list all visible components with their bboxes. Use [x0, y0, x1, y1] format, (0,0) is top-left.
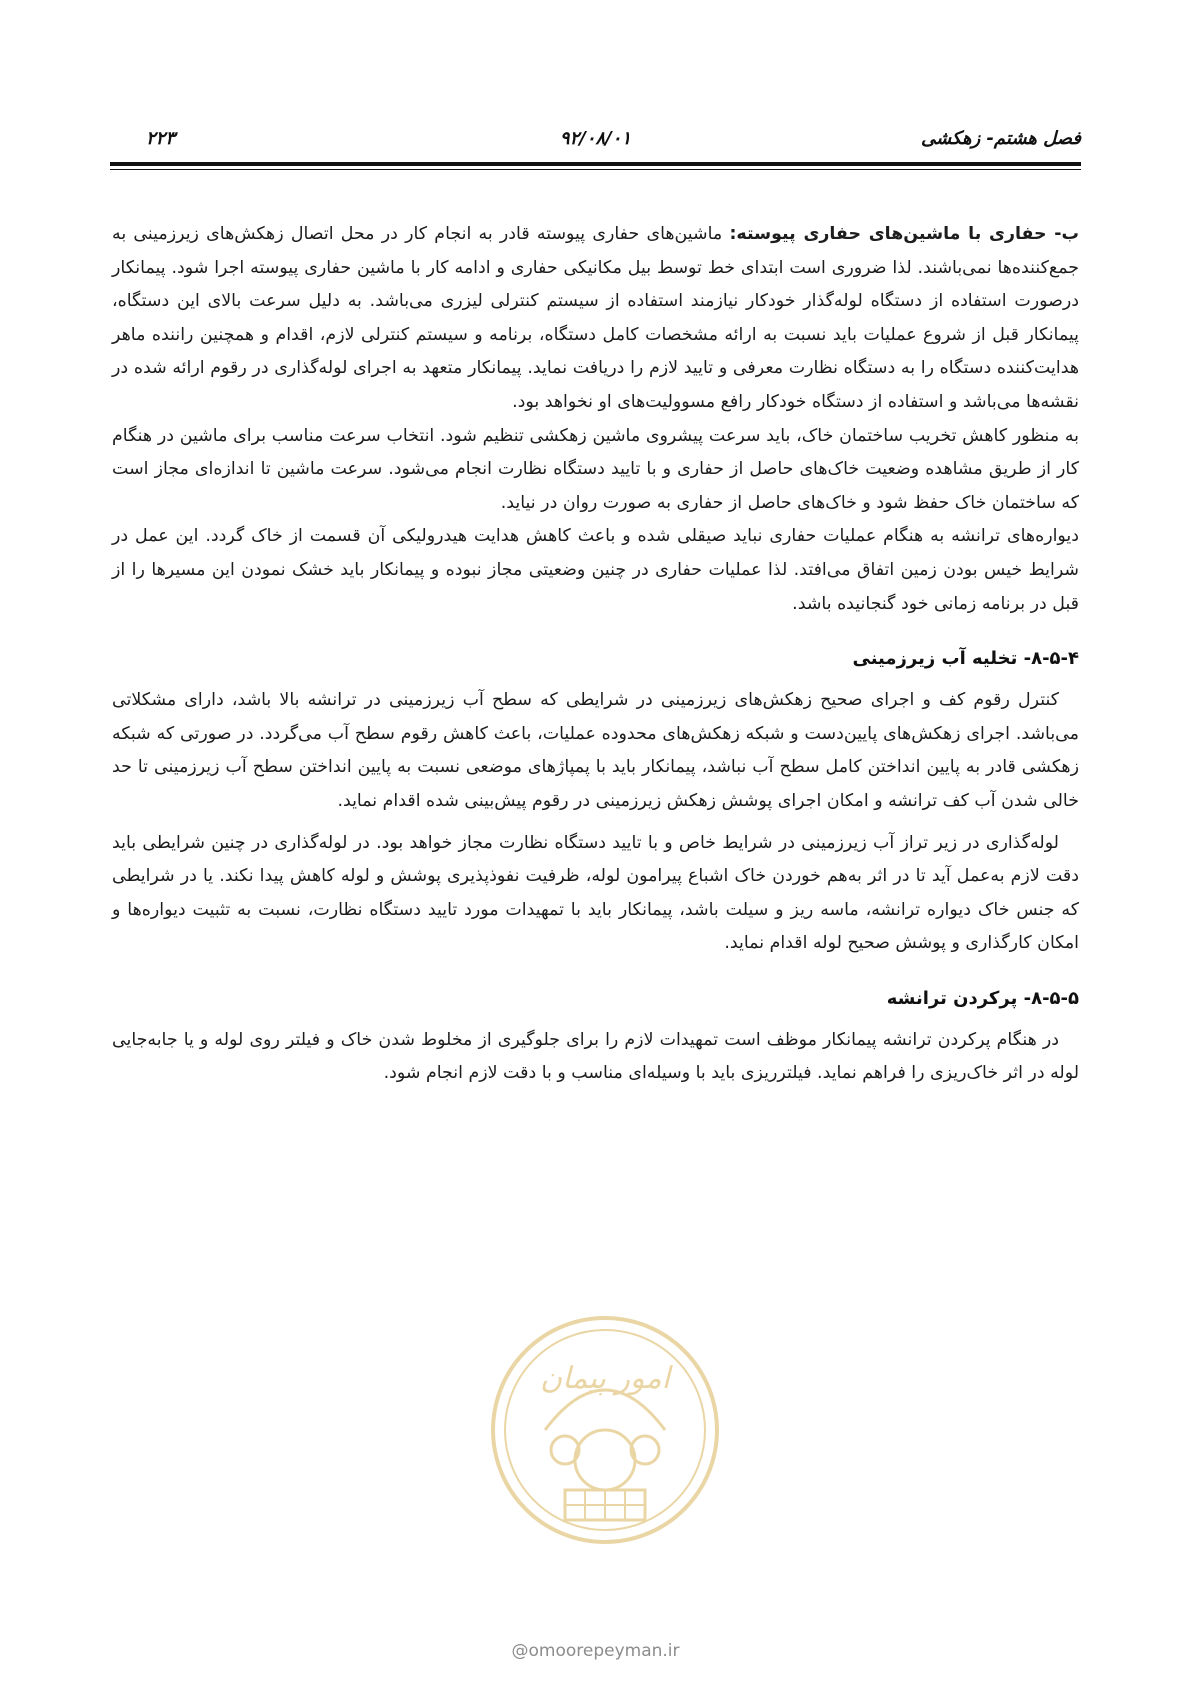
page-header	[110, 128, 1081, 158]
section-b-paragraph-3: دیواره‌های ترانشه به هنگام عملیات حفاری نباید صیقلی شده و باعث کاهش هدایت هیدرولیکی آن قسمت از خاک گردد. این عمل در شرایط خیس بودن زمین اتفاق می‌افتد. لذا عملیات حفاری در چنین وضعیتی مجاز نبوده و پیمانکار باید خشک نمودن این مسیرها را از قبل در برنامه زمانی خود گنجانیده باشد.	[112, 526, 1079, 614]
section-4-paragraph-1: کنترل رقوم کف و اجرای صحیح زهکش‌های زیرزمینی در شرایطی که سطح آب زیرزمینی در ترانشه بالا باشد، دارای مشکلاتی می‌باشد. اجرای زهکش‌های پایین‌دست و شبکه زهکش‌های محدوده عملیات، باعث کاهش رقوم سطح آب می‌گردد. در صورتی که شبکه زهکشی قادر به پایین انداختن کامل سطح آب نباشد، پیمانکار باید با پمپاژهای موضعی نسبت به پایین انداختن سطح آب زیرزمینی تا حد خالی شدن آب کف ترانشه و امکان اجرای پوشش زهکش زیرزمینی در رقوم پیش‌بینی شده اقدام نماید.	[112, 690, 1079, 811]
section-b-paragraph-2: به منظور کاهش تخریب ساختمان خاک، باید سرعت پیشروی ماشین زهکشی تنظیم شود. انتخاب سرعت مناسب برای ماشین در هنگام کار از طریق مشاهده وضعیت خاک‌های حاصل از حفاری و با تایید دستگاه نظارت انجام می‌شود. سرعت ماشین تا اندازه‌ای مجاز است که ساختمان خاک حفظ شود و خاک‌های حاصل از حفاری به صورت روان در نیاید.	[112, 425, 1079, 513]
watermark-seal-logo	[485, 1310, 725, 1550]
section-b-paragraph	[112, 218, 1079, 420]
header-rule-thin	[110, 169, 1081, 170]
watermark-logo-text: امور پیمان	[540, 1361, 670, 1396]
section-b-text: ماشین‌های حفاری پیوسته قادر به انجام کار در محل اتصال زهکش‌های زیرزمینی به جمع‌کننده‌ها نمی‌باشند. لذا ضروری است ابتدای خط توسط بیل مکانیکی حفاری و ادامه کار با ماشین حفاری پیوسته اجرا شود. پیمانکار درصورت استفاده از دستگاه لوله‌گذار خودکار نیازمند استفاده از سیستم کنترلی لیزری می‌باشد. به دلیل سرعت بالای این دستگاه، پیمانکار قبل از شروع عملیات باید نسبت به ارائه مشخصات کامل دستگاه، برنامه و سیستم کنترلی لازم، اقدام و همچنین راننده ماهر هدایت‌کننده دستگاه را به دستگاه نظارت معرفی و تایید لازم را دریافت نماید. پیمانکار متعهد به اجرای لوله‌گذاری در رقوم ارائه شده در نقشه‌ها می‌باشد و استفاده از دستگاه خودکار رافع مسوولیت‌های او نخواهد بود.	[112, 224, 1079, 412]
section-b-lead: ب- حفاری با ماشین‌های حفاری پیوسته:	[729, 224, 1079, 244]
section-heading-5: ۸-۵-۵- پرکردن ترانشه	[886, 987, 1079, 1009]
page-number: ۲۲۳	[146, 128, 176, 149]
header-rule-thick	[110, 162, 1081, 166]
section-5-paragraph-1: در هنگام پرکردن ترانشه پیمانکار موظف است تمهیدات لازم را برای جلوگیری از مخلوط شدن خاک و فیلتر روی لوله و یا جابه‌جایی لوله در اثر خاک‌ریزی را فراهم نماید. فیلترریزی باید با وسیله‌ای مناسب و با دقت لازم انجام شود.	[112, 1029, 1079, 1084]
chapter-title: فصل هشتم- زهکشی	[921, 128, 1081, 149]
watermark-url: @omoorepeyman.ir	[511, 1641, 680, 1661]
section-heading-4: ۸-۵-۴- تخلیه آب زیرزمینی	[852, 648, 1079, 670]
page-body	[112, 218, 1079, 1091]
header-date: ۹۲/۰۸/۰۱	[559, 128, 632, 149]
section-4-paragraph-2: لوله‌گذاری در زیر تراز آب زیرزمینی در شرایط خاص و با تایید دستگاه نظارت مجاز خواهد بود. در لوله‌گذاری در چنین شرایطی باید دقت لازم به‌عمل آید تا در اثر به‌هم خوردن خاک اشباع پیرامون لوله، ظرفیت نفوذپذیری پوشش و لوله کاهش پیدا نکند. یا در شرایطی که جنس خاک دیواره ترانشه، ماسه ریز و سیلت باشد، پیمانکار باید با تمهیدات مورد تایید دستگاه نظارت، نسبت به تثبیت دیواره‌ها و امکان کارگذاری و پوشش صحیح لوله اقدام نماید.	[112, 832, 1079, 954]
